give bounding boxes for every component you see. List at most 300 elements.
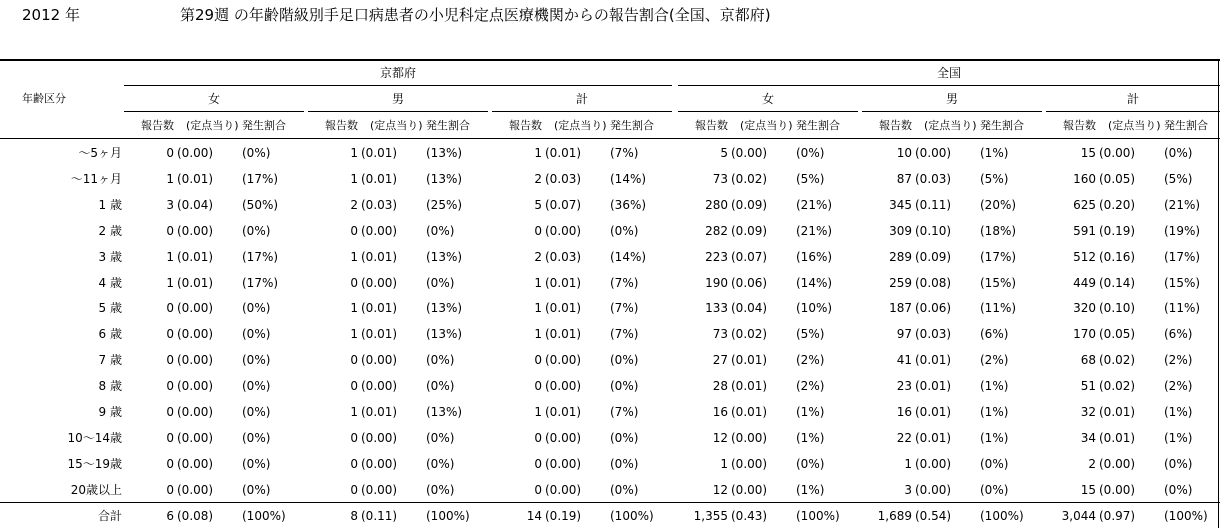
table-row-count: 32 bbox=[1080, 405, 1096, 419]
sub-header-reports: 報告数 bbox=[509, 119, 542, 132]
table-row-rate: (0%) bbox=[796, 456, 825, 471]
group-underline bbox=[492, 111, 672, 112]
table-row-rate: (14%) bbox=[796, 275, 833, 290]
sub-header-reports: 報告数 bbox=[325, 119, 358, 132]
total-row-per-point: (0.43) bbox=[731, 509, 768, 523]
table-row-rate: (17%) bbox=[980, 249, 1017, 264]
table-row-rate: (0%) bbox=[1164, 456, 1193, 471]
table-row-count: 5 bbox=[534, 197, 542, 212]
table-row-count: 0 bbox=[166, 482, 174, 497]
title-year: 2012 年 bbox=[22, 6, 80, 24]
table-row-count: 0 bbox=[166, 146, 174, 160]
table-row-per-point: (0.01) bbox=[361, 327, 398, 342]
table-row-per-point: (0.00) bbox=[731, 430, 768, 445]
table-row-count: 170 bbox=[1073, 327, 1096, 342]
table-row-per-point: (0.06) bbox=[915, 301, 952, 316]
table-row-rate: (13%) bbox=[426, 405, 463, 419]
sub-header-rate: 発生割合 bbox=[1164, 119, 1208, 132]
table-row-count: 259 bbox=[889, 275, 912, 290]
table-row-count: 3 bbox=[166, 197, 174, 212]
table-row-count: 1 bbox=[166, 171, 174, 186]
region-underline bbox=[124, 85, 672, 86]
total-row-count: 1,355 bbox=[693, 509, 728, 523]
table-row-rate: (0%) bbox=[426, 482, 455, 497]
table-row-per-point: (0.02) bbox=[731, 327, 768, 342]
total-row-per-point: (0.54) bbox=[915, 509, 952, 523]
table-row-age: 10〜14歳 bbox=[67, 430, 122, 445]
table-row-count: 625 bbox=[1073, 197, 1096, 212]
table-row-per-point: (0.00) bbox=[1099, 482, 1136, 497]
table-row-count: 289 bbox=[889, 249, 912, 264]
table-row-per-point: (0.00) bbox=[361, 379, 398, 394]
table-row-count: 2 bbox=[534, 249, 542, 264]
table-row-count: 0 bbox=[350, 275, 358, 290]
table-row-count: 28 bbox=[712, 379, 728, 394]
table-row-rate: (1%) bbox=[1164, 405, 1193, 419]
sub-header-reports: 報告数 bbox=[141, 119, 174, 132]
table-row-count: 0 bbox=[534, 482, 542, 497]
table-row-per-point: (0.00) bbox=[361, 430, 398, 445]
table-row-count: 0 bbox=[166, 301, 174, 316]
table-row-rate: (13%) bbox=[426, 301, 463, 316]
sex-header: 計 bbox=[1126, 92, 1139, 106]
table-row-count: 16 bbox=[896, 405, 912, 419]
table-row-rate: (18%) bbox=[980, 223, 1017, 238]
table-row-rate: (21%) bbox=[796, 197, 833, 212]
table-row-per-point: (0.01) bbox=[177, 275, 214, 290]
table-row-count: 1 bbox=[350, 249, 358, 264]
table-row-count: 133 bbox=[705, 301, 728, 316]
table-row-count: 223 bbox=[705, 249, 728, 264]
table-row-count: 1 bbox=[534, 301, 542, 316]
table-row-age: 4 歳 bbox=[98, 275, 122, 290]
table-row-rate: (0%) bbox=[426, 430, 455, 445]
sub-header-per-point: (定点当り) bbox=[924, 119, 977, 132]
table-row-per-point: (0.00) bbox=[545, 482, 582, 497]
table-row-rate: (0%) bbox=[610, 223, 639, 238]
table-row-per-point: (0.00) bbox=[361, 456, 398, 471]
sub-header-per-point: (定点当り) bbox=[370, 119, 423, 132]
table-row-rate: (1%) bbox=[796, 482, 825, 497]
table-row-count: 15 bbox=[1080, 482, 1096, 497]
table-row-count: 1 bbox=[166, 249, 174, 264]
table-row-count: 68 bbox=[1080, 353, 1096, 368]
table-row-rate: (7%) bbox=[610, 146, 639, 160]
table-row-count: 1 bbox=[534, 275, 542, 290]
table-row-rate: (14%) bbox=[610, 249, 647, 264]
sub-header-reports: 報告数 bbox=[879, 119, 912, 132]
table-row-rate: (7%) bbox=[610, 405, 639, 419]
group-underline bbox=[124, 111, 304, 112]
table-row-per-point: (0.00) bbox=[545, 430, 582, 445]
total-row-per-point: (0.11) bbox=[361, 509, 398, 523]
table-row-count: 41 bbox=[896, 353, 912, 368]
table-row-count: 0 bbox=[166, 430, 174, 445]
table-row-per-point: (0.09) bbox=[915, 249, 952, 264]
table-row-rate: (0%) bbox=[610, 456, 639, 471]
table-row-rate: (0%) bbox=[242, 223, 271, 238]
table-row-rate: (7%) bbox=[610, 301, 639, 316]
table-row-rate: (13%) bbox=[426, 171, 463, 186]
sub-header-rate: 発生割合 bbox=[796, 119, 840, 132]
table-row-per-point: (0.01) bbox=[361, 301, 398, 316]
table-row-per-point: (0.01) bbox=[915, 405, 952, 419]
table-row-per-point: (0.09) bbox=[731, 197, 768, 212]
table-top-border bbox=[0, 59, 1220, 61]
table-row-rate: (17%) bbox=[242, 249, 279, 264]
table-row-per-point: (0.01) bbox=[731, 379, 768, 394]
table-row-count: 309 bbox=[889, 223, 912, 238]
table-row-rate: (14%) bbox=[610, 171, 647, 186]
table-row-per-point: (0.01) bbox=[545, 275, 582, 290]
table-row-per-point: (0.03) bbox=[361, 197, 398, 212]
table-row-count: 320 bbox=[1073, 301, 1096, 316]
table-row-rate: (1%) bbox=[796, 430, 825, 445]
table-row-per-point: (0.00) bbox=[361, 353, 398, 368]
table-row-per-point: (0.00) bbox=[177, 353, 214, 368]
table-row-per-point: (0.20) bbox=[1099, 197, 1136, 212]
table-row-rate: (2%) bbox=[1164, 353, 1193, 368]
table-row-rate: (5%) bbox=[796, 327, 825, 342]
table-row-per-point: (0.03) bbox=[915, 327, 952, 342]
table-row-per-point: (0.01) bbox=[361, 146, 398, 160]
sex-header: 計 bbox=[575, 92, 588, 106]
table-row-count: 87 bbox=[896, 171, 912, 186]
table-row-age: 〜5ヶ月 bbox=[78, 146, 122, 160]
table-row-age: 8 歳 bbox=[98, 379, 122, 394]
table-row-rate: (0%) bbox=[1164, 482, 1193, 497]
table-row-per-point: (0.01) bbox=[545, 405, 582, 419]
table-row-count: 1 bbox=[350, 327, 358, 342]
table-row-count: 282 bbox=[705, 223, 728, 238]
table-row-count: 0 bbox=[166, 327, 174, 342]
table-row-rate: (0%) bbox=[242, 405, 271, 419]
total-row-count: 14 bbox=[526, 509, 542, 523]
table-row-per-point: (0.00) bbox=[915, 146, 952, 160]
table-row-rate: (0%) bbox=[1164, 146, 1193, 160]
table-row-per-point: (0.01) bbox=[361, 249, 398, 264]
table-row-count: 591 bbox=[1073, 223, 1096, 238]
table-row-count: 0 bbox=[166, 353, 174, 368]
table-row-per-point: (0.01) bbox=[1099, 430, 1136, 445]
table-row-rate: (2%) bbox=[1164, 379, 1193, 394]
region-underline bbox=[678, 85, 1220, 86]
table-row-count: 2 bbox=[1088, 456, 1096, 471]
table-row-rate: (2%) bbox=[796, 353, 825, 368]
region-header: 全国 bbox=[936, 66, 961, 80]
table-row-count: 0 bbox=[350, 482, 358, 497]
total-top-border bbox=[0, 502, 1220, 503]
table-row-count: 12 bbox=[712, 430, 728, 445]
total-row-per-point: (0.19) bbox=[545, 509, 582, 523]
table-row-count: 0 bbox=[534, 379, 542, 394]
total-row-rate: (100%) bbox=[610, 509, 654, 523]
table-row-rate: (0%) bbox=[426, 353, 455, 368]
table-row-rate: (0%) bbox=[242, 301, 271, 316]
table-row-per-point: (0.00) bbox=[177, 430, 214, 445]
sub-header-reports: 報告数 bbox=[1063, 119, 1096, 132]
table-row-per-point: (0.00) bbox=[915, 456, 952, 471]
table-row-rate: (0%) bbox=[242, 353, 271, 368]
table-row-count: 1 bbox=[166, 275, 174, 290]
table-row-rate: (0%) bbox=[242, 456, 271, 471]
table-row-rate: (7%) bbox=[610, 327, 639, 342]
table-row-age: 〜11ヶ月 bbox=[70, 171, 122, 186]
table-row-count: 0 bbox=[534, 223, 542, 238]
table-row-per-point: (0.01) bbox=[915, 379, 952, 394]
table-row-per-point: (0.00) bbox=[731, 146, 768, 160]
table-row-per-point: (0.01) bbox=[361, 405, 398, 419]
table-row-count: 1 bbox=[350, 171, 358, 186]
table-row-count: 34 bbox=[1080, 430, 1096, 445]
table-row-count: 97 bbox=[896, 327, 912, 342]
table-row-per-point: (0.00) bbox=[1099, 456, 1136, 471]
table-row-per-point: (0.07) bbox=[731, 249, 768, 264]
table-row-rate: (5%) bbox=[1164, 171, 1193, 186]
table-row-rate: (6%) bbox=[1164, 327, 1193, 342]
sub-header-rate: 発生割合 bbox=[426, 119, 470, 132]
table-row-per-point: (0.04) bbox=[177, 197, 214, 212]
total-row-rate: (100%) bbox=[242, 509, 286, 523]
sub-header-per-point: (定点当り) bbox=[554, 119, 607, 132]
table-row-rate: (11%) bbox=[1164, 301, 1201, 316]
table-row-count: 280 bbox=[705, 197, 728, 212]
table-row-count: 22 bbox=[896, 430, 912, 445]
sub-header-reports: 報告数 bbox=[695, 119, 728, 132]
table-row-per-point: (0.00) bbox=[361, 275, 398, 290]
sub-header-per-point: (定点当り) bbox=[740, 119, 793, 132]
total-row-per-point: (0.97) bbox=[1099, 509, 1136, 523]
table-row-rate: (0%) bbox=[242, 146, 271, 160]
table-row-count: 5 bbox=[720, 146, 728, 160]
table-row-per-point: (0.10) bbox=[915, 223, 952, 238]
total-row-count: 8 bbox=[350, 509, 358, 523]
group-underline bbox=[1046, 111, 1220, 112]
table-row-per-point: (0.03) bbox=[545, 249, 582, 264]
total-row-rate: (100%) bbox=[980, 509, 1024, 523]
table-row-rate: (15%) bbox=[1164, 275, 1201, 290]
table-row-rate: (0%) bbox=[980, 456, 1009, 471]
table-row-per-point: (0.00) bbox=[177, 456, 214, 471]
table-row-per-point: (0.00) bbox=[545, 353, 582, 368]
region-header: 京都府 bbox=[379, 66, 416, 80]
table-row-count: 0 bbox=[534, 353, 542, 368]
table-row-per-point: (0.10) bbox=[1099, 301, 1136, 316]
table-row-rate: (2%) bbox=[980, 353, 1009, 368]
sub-header-rate: 発生割合 bbox=[610, 119, 654, 132]
table-row-age: 5 歳 bbox=[98, 301, 122, 316]
sex-header: 男 bbox=[945, 92, 958, 106]
table-row-count: 23 bbox=[896, 379, 912, 394]
table-row-rate: (0%) bbox=[426, 275, 455, 290]
table-row-count: 0 bbox=[350, 353, 358, 368]
table-row-rate: (0%) bbox=[610, 379, 639, 394]
table-row-rate: (17%) bbox=[1164, 249, 1201, 264]
table-row-rate: (1%) bbox=[980, 146, 1009, 160]
age-column-header: 年齢区分 bbox=[22, 92, 66, 105]
table-row-per-point: (0.01) bbox=[545, 327, 582, 342]
table-row-per-point: (0.00) bbox=[545, 223, 582, 238]
table-row-per-point: (0.01) bbox=[915, 353, 952, 368]
table-row-rate: (5%) bbox=[796, 171, 825, 186]
table-row-count: 160 bbox=[1073, 171, 1096, 186]
table-row-count: 1 bbox=[904, 456, 912, 471]
table-row-per-point: (0.00) bbox=[177, 482, 214, 497]
group-underline bbox=[678, 111, 858, 112]
total-row-rate: (100%) bbox=[1164, 509, 1208, 523]
total-row-age: 合計 bbox=[97, 509, 122, 523]
table-row-count: 345 bbox=[889, 197, 912, 212]
table-row-rate: (0%) bbox=[426, 223, 455, 238]
table-row-per-point: (0.01) bbox=[177, 171, 214, 186]
table-row-rate: (0%) bbox=[610, 430, 639, 445]
table-row-count: 187 bbox=[889, 301, 912, 316]
table-row-count: 27 bbox=[712, 353, 728, 368]
table-row-per-point: (0.01) bbox=[545, 146, 582, 160]
table-row-count: 1 bbox=[350, 146, 358, 160]
table-row-count: 0 bbox=[166, 456, 174, 471]
table-row-per-point: (0.00) bbox=[731, 482, 768, 497]
table-row-per-point: (0.09) bbox=[731, 223, 768, 238]
table-row-rate: (1%) bbox=[796, 405, 825, 419]
table-row-per-point: (0.01) bbox=[731, 353, 768, 368]
table-row-count: 1 bbox=[534, 327, 542, 342]
table-row-per-point: (0.01) bbox=[361, 171, 398, 186]
table-row-rate: (13%) bbox=[426, 146, 463, 160]
table-row-rate: (21%) bbox=[1164, 197, 1201, 212]
sub-header-per-point: (定点当り) bbox=[1108, 119, 1161, 132]
table-row-count: 1 bbox=[720, 456, 728, 471]
table-row-rate: (6%) bbox=[980, 327, 1009, 342]
sex-header: 女 bbox=[207, 92, 220, 106]
table-row-age: 6 歳 bbox=[98, 327, 122, 342]
table-row-age: 7 歳 bbox=[98, 353, 122, 368]
table-row-rate: (19%) bbox=[1164, 223, 1201, 238]
table-row-per-point: (0.00) bbox=[731, 456, 768, 471]
table-row-per-point: (0.19) bbox=[1099, 223, 1136, 238]
table-row-count: 0 bbox=[350, 456, 358, 471]
table-row-per-point: (0.01) bbox=[545, 301, 582, 316]
table-row-age: 20歳以上 bbox=[70, 482, 122, 497]
table-row-rate: (0%) bbox=[426, 456, 455, 471]
table-row-rate: (1%) bbox=[1164, 430, 1193, 445]
table-row-rate: (13%) bbox=[426, 249, 463, 264]
table-row-rate: (0%) bbox=[796, 146, 825, 160]
table-row-count: 0 bbox=[166, 223, 174, 238]
table-row-per-point: (0.05) bbox=[1099, 171, 1136, 186]
table-row-per-point: (0.01) bbox=[915, 430, 952, 445]
table-row-per-point: (0.00) bbox=[361, 223, 398, 238]
table-row-rate: (0%) bbox=[242, 430, 271, 445]
table-row-count: 1 bbox=[534, 146, 542, 160]
table-row-rate: (25%) bbox=[426, 197, 463, 212]
table-row-count: 0 bbox=[166, 405, 174, 419]
table-row-per-point: (0.06) bbox=[731, 275, 768, 290]
table-row-count: 16 bbox=[712, 405, 728, 419]
table-row-rate: (1%) bbox=[980, 430, 1009, 445]
table-row-per-point: (0.03) bbox=[545, 171, 582, 186]
sub-header-rate: 発生割合 bbox=[242, 119, 286, 132]
table-row-age: 2 歳 bbox=[98, 223, 122, 238]
table-row-rate: (50%) bbox=[242, 197, 279, 212]
table-row-rate: (11%) bbox=[980, 301, 1017, 316]
table-row-rate: (0%) bbox=[242, 327, 271, 342]
sub-header-per-point: (定点当り) bbox=[186, 119, 239, 132]
total-row-rate: (100%) bbox=[796, 509, 840, 523]
table-row-count: 449 bbox=[1073, 275, 1096, 290]
table-row-rate: (17%) bbox=[242, 275, 279, 290]
table-row-age: 3 歳 bbox=[98, 249, 122, 264]
table-row-rate: (0%) bbox=[980, 482, 1009, 497]
table-row-rate: (20%) bbox=[980, 197, 1017, 212]
table-row-rate: (2%) bbox=[796, 379, 825, 394]
sex-header: 男 bbox=[391, 92, 404, 106]
table-row-rate: (15%) bbox=[980, 275, 1017, 290]
table-row-per-point: (0.00) bbox=[177, 223, 214, 238]
table-row-per-point: (0.01) bbox=[1099, 405, 1136, 419]
table-row-per-point: (0.07) bbox=[545, 197, 582, 212]
table-row-per-point: (0.01) bbox=[731, 405, 768, 419]
table-row-per-point: (0.02) bbox=[731, 171, 768, 186]
table-row-per-point: (0.05) bbox=[1099, 327, 1136, 342]
table-row-per-point: (0.14) bbox=[1099, 275, 1136, 290]
table-row-per-point: (0.00) bbox=[915, 482, 952, 497]
table-row-count: 73 bbox=[712, 171, 728, 186]
table-row-per-point: (0.03) bbox=[915, 171, 952, 186]
table-row-count: 190 bbox=[705, 275, 728, 290]
group-underline bbox=[862, 111, 1042, 112]
table-row-rate: (0%) bbox=[610, 482, 639, 497]
table-row-rate: (13%) bbox=[426, 327, 463, 342]
table-row-count: 2 bbox=[350, 197, 358, 212]
header-bottom-border bbox=[0, 138, 1220, 139]
table-row-per-point: (0.00) bbox=[177, 327, 214, 342]
table-row-per-point: (0.04) bbox=[731, 301, 768, 316]
table-row-count: 1 bbox=[350, 301, 358, 316]
table-row-count: 51 bbox=[1080, 379, 1096, 394]
table-row-count: 10 bbox=[896, 146, 912, 160]
table-row-count: 0 bbox=[534, 430, 542, 445]
table-row-rate: (0%) bbox=[610, 353, 639, 368]
table-row-count: 0 bbox=[350, 379, 358, 394]
table-row-count: 0 bbox=[534, 456, 542, 471]
total-row-count: 3,044 bbox=[1061, 509, 1096, 523]
table-row-rate: (17%) bbox=[242, 171, 279, 186]
table-row-per-point: (0.00) bbox=[177, 405, 214, 419]
total-row-count: 1,689 bbox=[877, 509, 912, 523]
table-row-per-point: (0.00) bbox=[361, 482, 398, 497]
table-row-rate: (16%) bbox=[796, 249, 833, 264]
table-row-count: 0 bbox=[166, 379, 174, 394]
table-row-count: 1 bbox=[534, 405, 542, 419]
table-row-per-point: (0.11) bbox=[915, 197, 952, 212]
table-row-rate: (7%) bbox=[610, 275, 639, 290]
table-row-rate: (1%) bbox=[980, 405, 1009, 419]
table-row-rate: (5%) bbox=[980, 171, 1009, 186]
table-row-per-point: (0.16) bbox=[1099, 249, 1136, 264]
table-row-per-point: (0.08) bbox=[915, 275, 952, 290]
table-row-rate: (0%) bbox=[426, 379, 455, 394]
table-row-rate: (36%) bbox=[610, 197, 647, 212]
table-row-per-point: (0.00) bbox=[177, 301, 214, 316]
sub-header-rate: 発生割合 bbox=[980, 119, 1024, 132]
table-row-per-point: (0.00) bbox=[1099, 146, 1136, 160]
page-title: 第29週 の年齢階級別手足口病患者の小児科定点医療機関からの報告割合(全国、京都府) bbox=[180, 6, 771, 24]
table-row-count: 512 bbox=[1073, 249, 1096, 264]
table-row-rate: (10%) bbox=[796, 301, 833, 316]
table-row-rate: (21%) bbox=[796, 223, 833, 238]
table-row-count: 73 bbox=[712, 327, 728, 342]
